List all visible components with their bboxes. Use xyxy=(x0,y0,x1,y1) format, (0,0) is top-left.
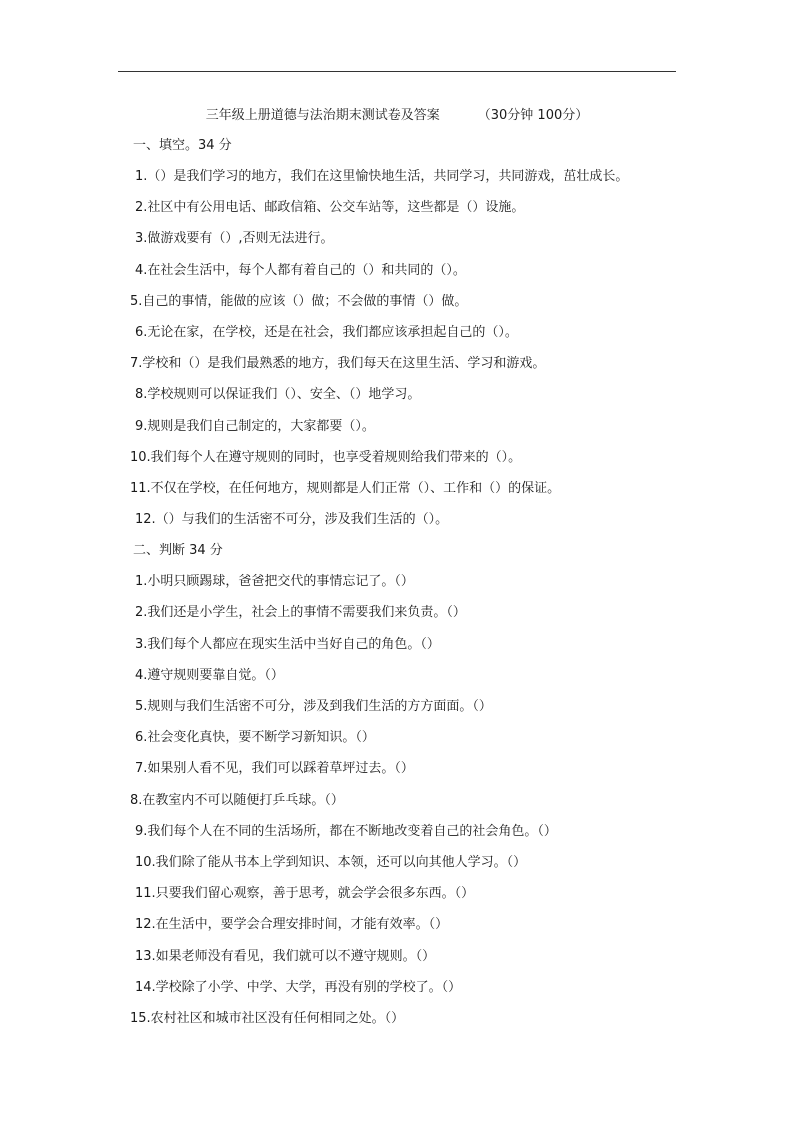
section-heading-true-false: 二、判断 34 分 xyxy=(133,543,223,559)
question-item: 5.规则与我们生活密不可分，涉及到我们生活的方方面面。（） xyxy=(135,699,492,714)
question-item: 9.规则是我们自己制定的，大家都要（）。 xyxy=(135,418,375,434)
question-item: 8.学校规则可以保证我们（）、安全、（）地学习。 xyxy=(135,387,421,403)
question-item: 6.无论在家，在学校，还是在社会，我们都应该承担起自己的（）。 xyxy=(135,324,518,340)
question-item: 2.社区中有公用电话、邮政信箱、公交车站等，这些都是（）设施。 xyxy=(135,200,525,216)
question-item: 14.学校除了小学、中学、大学，再没有别的学校了。（） xyxy=(135,979,462,995)
section-heading-fill-blank: 一、填空。34 分 xyxy=(133,138,232,153)
question-item: 11.只要我们留心观察，善于思考，就会学会很多东西。（） xyxy=(135,886,475,902)
question-item: 1.（）是我们学习的地方，我们在这里愉快地生活，共同学习，共同游戏，茁壮成长。 xyxy=(135,169,629,184)
question-item: 3.做游戏要有（）,否则无法进行。 xyxy=(135,231,334,247)
question-item: 7.学校和（）是我们最熟悉的地方，我们每天在这里生活、学习和游戏。 xyxy=(130,356,546,372)
question-item: 4.遵守规则要靠自觉。（） xyxy=(135,667,284,683)
question-item: 7.如果别人看不见，我们可以踩着草坪过去。（） xyxy=(135,761,414,777)
question-item: 5.自己的事情，能做的应该（）做；不会做的事情（）做。 xyxy=(130,293,468,309)
title-text: 三年级上册道德与法治期末测试卷及答案 xyxy=(205,108,440,123)
question-item: 6.社会变化真快，要不断学习新知识。（） xyxy=(135,730,375,746)
question-item: 9.我们每个人在不同的生活场所，都在不断地改变着自己的社会角色。（） xyxy=(135,823,557,839)
question-item: 12.在生活中，要学会合理安排时间，才能有效率。（） xyxy=(135,917,449,933)
question-item: 1.小明只顾踢球，爸爸把交代的事情忘记了。（） xyxy=(135,574,414,590)
question-item: 10.我们除了能从书本上学到知识、本领，还可以向其他人学习。（） xyxy=(135,854,527,870)
question-item: 15.农村社区和城市社区没有任何相同之处。（） xyxy=(130,1010,405,1026)
question-item: 10.我们每个人在遵守规则的同时，也享受着规则给我们带来的（）。 xyxy=(130,449,522,465)
question-item: 2.我们还是小学生，社会上的事情不需要我们来负责。（） xyxy=(135,605,466,621)
question-item: 12.（）与我们的生活密不可分，涉及我们生活的（）。 xyxy=(135,512,449,528)
header-rule xyxy=(118,71,676,72)
document-title xyxy=(0,104,794,123)
title-subtitle: （30分钟 100分） xyxy=(477,108,589,123)
document-body xyxy=(130,136,690,1040)
question-item: 8.在教室内不可以随便打乒乓球。（） xyxy=(130,792,344,808)
question-item: 3.我们每个人都应在现实生活中当好自己的角色。（） xyxy=(135,636,440,652)
question-item: 13.如果老师没有看见，我们就可以不遵守规则。（） xyxy=(135,948,436,964)
question-item: 11.不仅在学校，在任何地方，规则都是人们正常（）、工作和（）的保证。 xyxy=(130,480,561,496)
question-item: 4.在社会生活中，每个人都有着自己的（）和共同的（）。 xyxy=(135,262,466,278)
